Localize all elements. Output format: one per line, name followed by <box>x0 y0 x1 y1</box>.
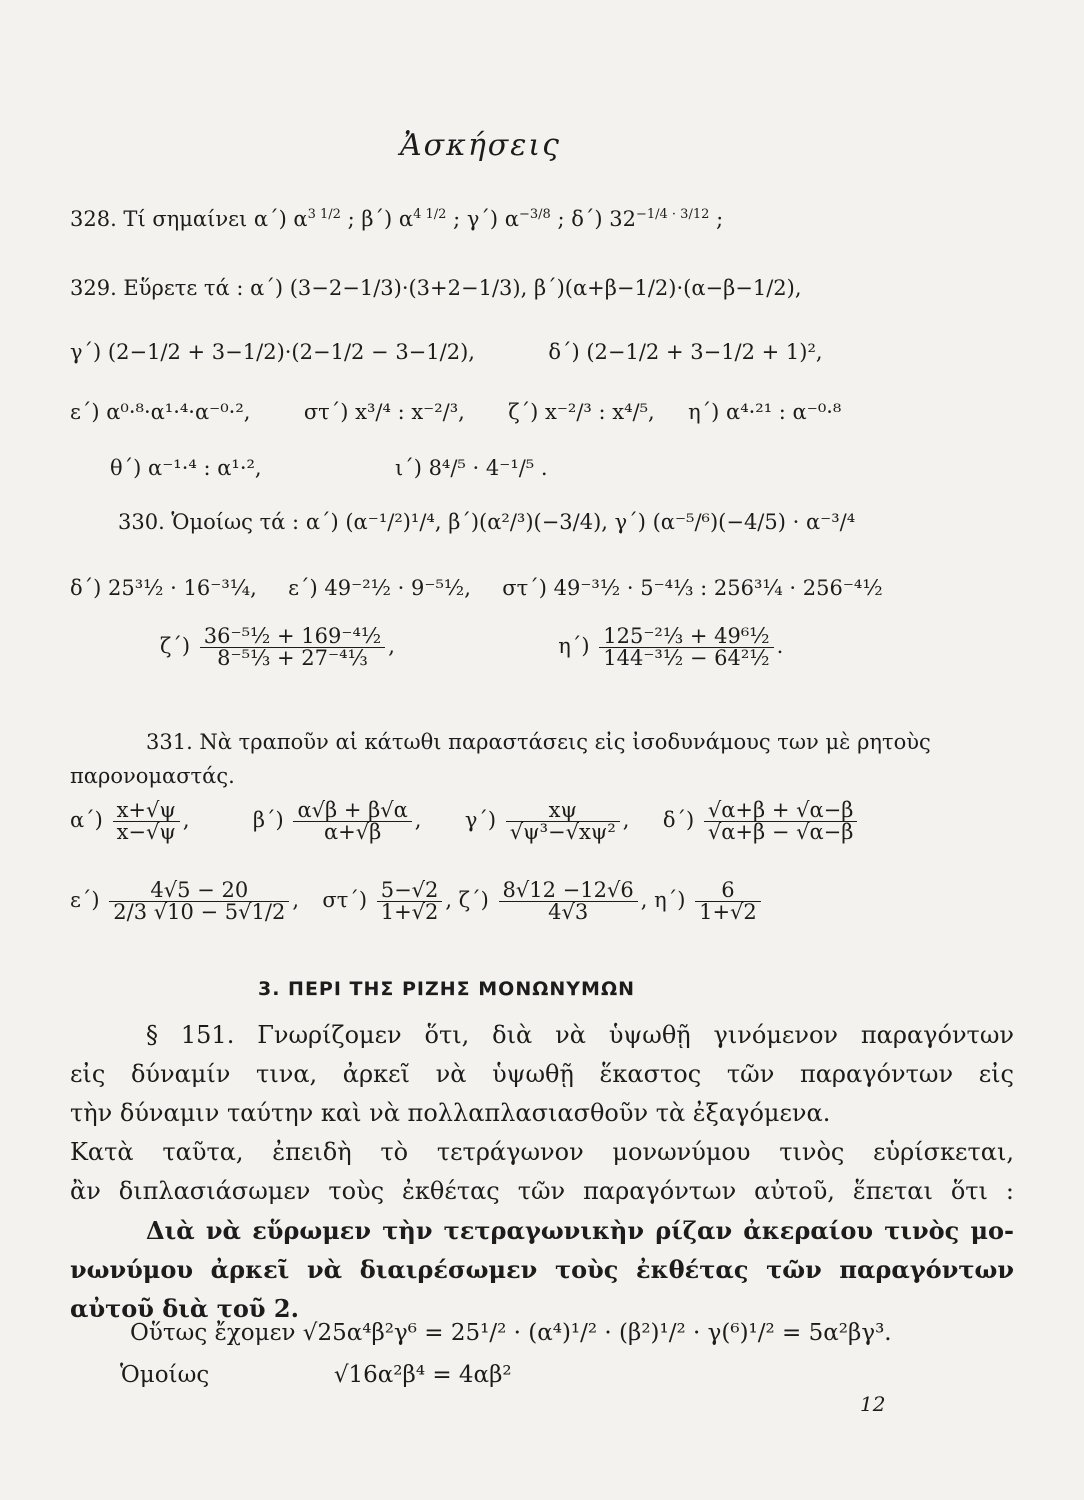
ex330-g-fraction <box>200 626 385 669</box>
rule-line-2: νωνύμου ἀρκεῖ νὰ διαιρέσωμεν τοὺς ἐκθέτας τῶν παραγόντων <box>70 1255 1014 1284</box>
ex331-b-denominator: α+√β <box>323 820 382 844</box>
exercise-330-line2 <box>70 578 883 599</box>
para-line-2: εἰς δύναμίν τινα, ἀρκεῖ νὰ ὑψωθῇ ἕκαστος τῶν παραγόντων εἰς <box>70 1060 1014 1088</box>
exercise-331-line1: 331. Νὰ τραποῦν αἱ κάτωθι παραστάσεις εἰς ἰσοδυνάμους των μὲ ρητοὺς <box>146 730 931 754</box>
ex331-g-denominator: 4√3 <box>548 900 589 924</box>
ex329-label: 329. Εὕρετε τά : <box>70 276 244 300</box>
ex331-c-label: γ΄) <box>464 808 497 832</box>
rule-line-1: Διὰ νὰ εὕρωμεν τὴν τετραγωνικὴν ρίζαν ἀκεραίου τινὸς μο- <box>146 1216 1014 1245</box>
exercise-331-row2: ε΄) $\frac{4√5 - 20}{2/3 √10 - 5√1/2}$ , στ΄) $\frac{5-√2}{1+√2}$ , ζ΄) $\frac{8√12 -12√6}{4√3}$ , η΄) $\frac{6}{1+√2}$ <box>70 880 764 923</box>
ex330-d: δ΄) 25³½ · 16⁻³¼, <box>70 576 257 600</box>
ex331-e-fraction <box>109 880 289 923</box>
exercise-330-line3: ζ΄) $\frac{\text{36⁻⁵½ + 169⁻⁴½}}{\text{8⁻⁵⅓ + 27⁻⁴⅓}}$ , η΄) $\frac{\text{125⁻²⅓ + 49⁶½}}{\text{144⁻³½ − 64²½}}$ . <box>160 624 784 670</box>
ex331-e-label: ε΄) <box>70 888 100 912</box>
ex328-c-exp: −3/8 <box>518 207 551 222</box>
ex331-b-label: β΄) <box>252 808 284 832</box>
ex330-label: 330. Ὁμοίως τά : <box>118 510 300 534</box>
exercise-329-line1 <box>70 278 802 299</box>
ex331-h-label: η΄) <box>654 888 686 912</box>
para-line-5: ἂν διπλασιάσωμεν τοὺς ἐκθέτας τῶν παραγόντων αὐτοῦ, ἕπεται ὅτι : <box>70 1177 1014 1205</box>
ex330-h-label: η΄) <box>558 634 590 658</box>
ex329-c: γ΄) (2−1/2 + 3−1/2)·(2−1/2 − 3−1/2), <box>70 340 475 364</box>
example2-math: √16α²β⁴ = 4αβ² <box>333 1362 512 1388</box>
ex330-g-numerator: 36⁻⁵½ + 169⁻⁴½ <box>200 626 385 648</box>
ex331-g-label: ζ΄) <box>458 888 489 912</box>
ex330-a: α΄) (α⁻¹/²)¹/⁴, <box>305 510 442 534</box>
ex330-g-label: ζ΄) <box>160 634 191 658</box>
example2-label: Ὁμοίως <box>120 1362 210 1388</box>
ex331-d-fraction <box>704 800 858 843</box>
ex331-h-numerator: 6 <box>695 880 761 902</box>
ex331-b-fraction <box>293 800 411 843</box>
ex328-label: 328. Τί σημαίνει α΄) α <box>70 207 308 231</box>
ex330-h-denominator: 144⁻³½ − 64²½ <box>603 646 770 670</box>
section-title: Ἀσκήσεις <box>400 128 561 163</box>
ex329-g: ζ΄) x⁻²/³ : x⁴/⁵, <box>508 400 655 424</box>
ex331-a-fraction <box>113 800 180 843</box>
ex331-g-numerator: 8√12 −12√6 <box>499 880 638 902</box>
ex329-a: α΄) (3−2−1/3)·(3+2−1/3), <box>250 276 528 300</box>
ex328-c-label: ; γ΄) α <box>453 207 519 231</box>
ex330-c: γ΄) (α⁻⁵/⁶)(−4/5) · α⁻³/⁴ <box>614 510 856 534</box>
ex331-e-denominator: 2/3 √10 − 5√1/2 <box>113 900 286 924</box>
ex328-d-exp: −1/4 · 3/12 <box>635 207 710 222</box>
ex331-f-label: στ΄) <box>322 888 368 912</box>
ex329-d: δ΄) (2−1/2 + 3−1/2 + 1)², <box>548 340 823 364</box>
ex330-h-fraction <box>599 626 773 669</box>
ex329-e: ε΄) α⁰·⁸·α¹·⁴·α⁻⁰·², <box>70 400 251 424</box>
exercise-331-line2: παρονομαστάς. <box>70 764 235 788</box>
section-heading: 3. ΠΕΡΙ ΤΗΣ ΡΙΖΗΣ ΜΟΝΩΝΥΜΩΝ <box>258 978 635 1000</box>
exercise-328 <box>70 208 723 230</box>
ex330-e: ε΄) 49⁻²½ · 9⁻⁵½, <box>288 576 471 600</box>
para-line-3: τὴν δύναμιν ταύτην καὶ νὰ πολλαπλασιασθοῦν τὰ ἐξαγόμενα. <box>70 1099 831 1127</box>
para-line-4: Κατὰ ταῦτα, ἐπειδὴ τὸ τετράγωνον μονωνύμου τινὸς εὑρίσκεται, <box>70 1138 1014 1166</box>
ex331-e-numerator: 4√5 − 20 <box>109 880 289 902</box>
exercise-330-line1 <box>118 512 855 533</box>
ex328-b-exp: 4 1/2 <box>413 207 447 222</box>
paragraph-151 <box>70 1016 1014 1328</box>
ex330-h-numerator: 125⁻²⅓ + 49⁶½ <box>599 626 773 648</box>
ex331-c-fraction <box>506 800 620 843</box>
ex329-h: η΄) α⁴·²¹ : α⁻⁰·⁸ <box>688 400 842 424</box>
ex331-c-denominator: √ψ³−√xψ² <box>509 820 616 844</box>
ex328-end: ; <box>716 207 724 231</box>
page-number: 12 <box>860 1392 886 1416</box>
ex331-d-numerator: √α+β + √α−β <box>704 800 858 822</box>
ex328-a-exp: 3 1/2 <box>307 207 341 222</box>
ex328-b-label: ; β΄) α <box>347 207 414 231</box>
ex331-a-label: α΄) <box>70 808 103 832</box>
ex329-i: θ΄) α⁻¹·⁴ : α¹·², <box>110 456 262 480</box>
example1-math: √25α⁴β²γ⁶ = 25¹/² · (α⁴)¹/² · (β²)¹/² · γ(⁶)¹/² = 5α²βγ³. <box>302 1320 892 1346</box>
exercise-331-row1: α΄) $\frac{x+√\psi}{x-√\psi}$ , β΄) $\frac{\alpha√\beta + \beta√\alpha}{\alpha+√\beta}$ , γ΄) $\frac{x\psi}{\text{√ψ³−√xψ²}}$ , δ΄) $\frac{√\alpha+\beta + √\alpha-\beta}{√\alpha+\beta - √\alpha-\beta}$ <box>70 800 860 843</box>
ex331-f-numerator: 5−√2 <box>377 880 443 902</box>
ex331-d-label: δ΄) <box>662 808 695 832</box>
ex331-h-fraction <box>695 880 761 923</box>
ex331-c-numerator: xψ <box>506 800 620 822</box>
ex331-f-fraction <box>377 880 443 923</box>
exercise-329-line2 <box>70 342 823 363</box>
ex331-a-denominator: x−√ψ <box>116 820 176 844</box>
ex331-f-denominator: 1+√2 <box>380 900 439 924</box>
example1-label: Οὕτως ἔχομεν <box>130 1320 296 1346</box>
exercise-329-line3 <box>70 402 841 423</box>
para-line-1: § 151. Γνωρίζομεν ὅτι, διὰ νὰ ὑψωθῇ γινόμενον παραγόντων <box>146 1021 1014 1049</box>
example-line-1 <box>130 1320 892 1346</box>
example-line-2 <box>120 1362 512 1388</box>
ex329-j: ι΄) 8⁴/⁵ · 4⁻¹/⁵ . <box>394 456 548 480</box>
ex329-b: β΄)(α+β−1/2)·(α−β−1/2), <box>533 276 802 300</box>
ex330-g-denominator: 8⁻⁵⅓ + 27⁻⁴⅓ <box>217 646 368 670</box>
rule-line-3: αὐτοῦ διὰ τοῦ 2. <box>70 1294 299 1323</box>
ex331-d-denominator: √α+β − √α−β <box>707 820 854 844</box>
ex331-b-numerator: α√β + β√α <box>293 800 411 822</box>
ex331-h-denominator: 1+√2 <box>699 900 757 924</box>
ex330-f: στ΄) 49⁻³½ · 5⁻⁴⅓ : 256³¼ · 256⁻⁴½ <box>502 576 883 600</box>
ex331-a-numerator: x+√ψ <box>113 800 180 822</box>
ex328-d-label: ; δ΄) 32 <box>557 207 636 231</box>
exercise-329-line4 <box>110 458 548 479</box>
ex331-g-fraction <box>499 880 638 923</box>
ex330-b: β΄)(α²/³)(−3/4), <box>448 510 608 534</box>
ex329-f: στ΄) x³/⁴ : x⁻²/³, <box>303 400 465 424</box>
